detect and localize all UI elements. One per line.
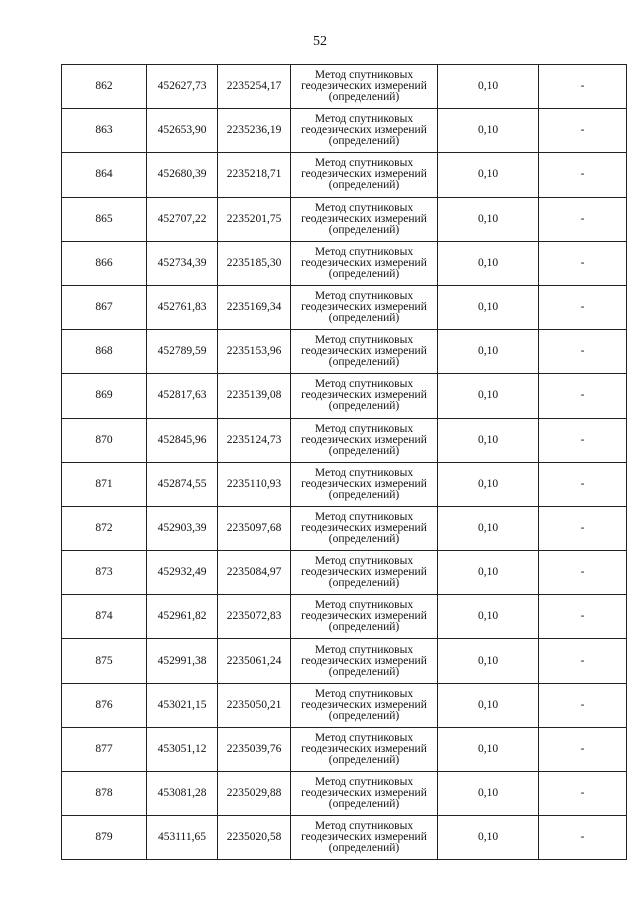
method-line-2: геодезических измерений xyxy=(301,345,427,358)
x-coordinate-cell: 452903,39 xyxy=(147,506,218,550)
point-number-cell: 872 xyxy=(62,506,147,550)
x-coordinate-cell: 452817,63 xyxy=(147,374,218,418)
accuracy-cell: 0,10 xyxy=(438,109,539,153)
method-cell xyxy=(291,241,438,285)
method-cell xyxy=(291,506,438,550)
method-line-3: (определений) xyxy=(328,709,400,722)
point-number-cell: 875 xyxy=(62,639,147,683)
method-line-2: геодезических измерений xyxy=(301,124,427,137)
point-number-cell: 877 xyxy=(62,727,147,771)
x-coordinate-cell: 453051,12 xyxy=(147,727,218,771)
method-line-1: Метод спутниковых xyxy=(314,69,414,82)
method-cell xyxy=(291,330,438,374)
method-line-3: (определений) xyxy=(328,753,400,766)
method-line-2: геодезических измерений xyxy=(301,698,427,711)
method-line-1: Метод спутниковых xyxy=(314,599,414,612)
accuracy-cell: 0,10 xyxy=(438,241,539,285)
note-cell: - xyxy=(539,330,627,374)
note-cell: - xyxy=(539,197,627,241)
table-row xyxy=(62,241,627,285)
y-coordinate-cell: 2235039,76 xyxy=(218,727,291,771)
point-number-cell: 869 xyxy=(62,374,147,418)
table-row xyxy=(62,374,627,418)
point-number-cell: 879 xyxy=(62,816,147,860)
note-cell: - xyxy=(539,683,627,727)
method-line-1: Метод спутниковых xyxy=(314,378,414,391)
method-cell xyxy=(291,374,438,418)
y-coordinate-cell: 2235020,58 xyxy=(218,816,291,860)
method-cell xyxy=(291,772,438,816)
table-row xyxy=(62,285,627,329)
method-line-1: Метод спутниковых xyxy=(314,290,414,303)
point-number-cell: 874 xyxy=(62,595,147,639)
accuracy-cell: 0,10 xyxy=(438,595,539,639)
point-number-cell: 866 xyxy=(62,241,147,285)
method-line-1: Метод спутниковых xyxy=(314,510,414,523)
method-line-2: геодезических измерений xyxy=(301,256,427,269)
method-line-2: геодезических измерений xyxy=(301,389,427,402)
method-line-3: (определений) xyxy=(328,665,400,678)
accuracy-cell: 0,10 xyxy=(438,197,539,241)
method-line-2: геодезических измерений xyxy=(301,301,427,314)
table-row xyxy=(62,418,627,462)
method-line-1: Метод спутниковых xyxy=(314,113,414,126)
note-cell: - xyxy=(539,816,627,860)
note-cell: - xyxy=(539,285,627,329)
accuracy-cell: 0,10 xyxy=(438,772,539,816)
method-cell xyxy=(291,595,438,639)
accuracy-cell: 0,10 xyxy=(438,418,539,462)
x-coordinate-cell: 452761,83 xyxy=(147,285,218,329)
method-line-3: (определений) xyxy=(328,356,400,369)
note-cell: - xyxy=(539,374,627,418)
y-coordinate-cell: 2235124,73 xyxy=(218,418,291,462)
x-coordinate-cell: 452789,59 xyxy=(147,330,218,374)
accuracy-cell: 0,10 xyxy=(438,727,539,771)
method-line-2: геодезических измерений xyxy=(301,212,427,225)
note-cell: - xyxy=(539,153,627,197)
y-coordinate-cell: 2235254,17 xyxy=(218,65,291,109)
accuracy-cell: 0,10 xyxy=(438,330,539,374)
table-row xyxy=(62,595,627,639)
y-coordinate-cell: 2235050,21 xyxy=(218,683,291,727)
y-coordinate-cell: 2235061,24 xyxy=(218,639,291,683)
x-coordinate-cell: 452961,82 xyxy=(147,595,218,639)
method-cell xyxy=(291,109,438,153)
note-cell: - xyxy=(539,462,627,506)
method-line-3: (определений) xyxy=(328,577,400,590)
method-line-1: Метод спутниковых xyxy=(314,820,414,833)
method-cell xyxy=(291,639,438,683)
accuracy-cell: 0,10 xyxy=(438,551,539,595)
x-coordinate-cell: 453081,28 xyxy=(147,772,218,816)
x-coordinate-cell: 452627,73 xyxy=(147,65,218,109)
x-coordinate-cell: 453021,15 xyxy=(147,683,218,727)
method-cell xyxy=(291,65,438,109)
accuracy-cell: 0,10 xyxy=(438,506,539,550)
method-line-2: геодезических измерений xyxy=(301,654,427,667)
note-cell: - xyxy=(539,639,627,683)
method-line-3: (определений) xyxy=(328,488,400,501)
page-number: 52 xyxy=(313,34,327,49)
method-line-3: (определений) xyxy=(328,223,400,236)
accuracy-cell: 0,10 xyxy=(438,462,539,506)
method-cell xyxy=(291,816,438,860)
method-cell xyxy=(291,462,438,506)
accuracy-cell: 0,10 xyxy=(438,285,539,329)
accuracy-cell: 0,10 xyxy=(438,65,539,109)
method-line-3: (определений) xyxy=(328,444,400,457)
note-cell: - xyxy=(539,727,627,771)
method-line-3: (определений) xyxy=(328,312,400,325)
accuracy-cell: 0,10 xyxy=(438,683,539,727)
accuracy-cell: 0,10 xyxy=(438,374,539,418)
table-row xyxy=(62,639,627,683)
method-line-2: геодезических измерений xyxy=(301,742,427,755)
method-line-1: Метод спутниковых xyxy=(314,776,414,789)
method-line-3: (определений) xyxy=(328,621,400,634)
method-line-3: (определений) xyxy=(328,798,400,811)
x-coordinate-cell: 453111,65 xyxy=(147,816,218,860)
method-line-3: (определений) xyxy=(328,135,400,148)
y-coordinate-cell: 2235218,71 xyxy=(218,153,291,197)
x-coordinate-cell: 452991,38 xyxy=(147,639,218,683)
method-line-2: геодезических измерений xyxy=(301,168,427,181)
table-row xyxy=(62,109,627,153)
note-cell: - xyxy=(539,109,627,153)
y-coordinate-cell: 2235185,30 xyxy=(218,241,291,285)
method-line-2: геодезических измерений xyxy=(301,80,427,93)
method-line-3: (определений) xyxy=(328,91,400,104)
coordinates-table-body xyxy=(62,65,627,860)
table-row xyxy=(62,330,627,374)
point-number-cell: 873 xyxy=(62,551,147,595)
method-line-2: геодезических измерений xyxy=(301,433,427,446)
method-line-1: Метод спутниковых xyxy=(314,555,414,568)
x-coordinate-cell: 452680,39 xyxy=(147,153,218,197)
point-number-cell: 871 xyxy=(62,462,147,506)
method-line-1: Метод спутниковых xyxy=(314,157,414,170)
method-line-2: геодезических измерений xyxy=(301,787,427,800)
accuracy-cell: 0,10 xyxy=(438,639,539,683)
accuracy-cell: 0,10 xyxy=(438,153,539,197)
y-coordinate-cell: 2235236,19 xyxy=(218,109,291,153)
method-line-1: Метод спутниковых xyxy=(314,334,414,347)
point-number-cell: 862 xyxy=(62,65,147,109)
y-coordinate-cell: 2235153,96 xyxy=(218,330,291,374)
method-cell xyxy=(291,197,438,241)
y-coordinate-cell: 2235084,97 xyxy=(218,551,291,595)
method-line-3: (определений) xyxy=(328,842,400,855)
method-line-1: Метод спутниковых xyxy=(314,643,414,656)
y-coordinate-cell: 2235110,93 xyxy=(218,462,291,506)
table-row xyxy=(62,462,627,506)
method-line-1: Метод спутниковых xyxy=(314,687,414,700)
note-cell: - xyxy=(539,595,627,639)
method-line-1: Метод спутниковых xyxy=(314,201,414,214)
y-coordinate-cell: 2235097,68 xyxy=(218,506,291,550)
method-line-3: (определений) xyxy=(328,400,400,413)
point-number-cell: 868 xyxy=(62,330,147,374)
note-cell: - xyxy=(539,506,627,550)
x-coordinate-cell: 452874,55 xyxy=(147,462,218,506)
method-line-1: Метод спутниковых xyxy=(314,245,414,258)
table-row xyxy=(62,197,627,241)
y-coordinate-cell: 2235072,83 xyxy=(218,595,291,639)
note-cell: - xyxy=(539,65,627,109)
method-line-3: (определений) xyxy=(328,267,400,280)
y-coordinate-cell: 2235029,88 xyxy=(218,772,291,816)
accuracy-cell: 0,10 xyxy=(438,816,539,860)
method-line-3: (определений) xyxy=(328,532,400,545)
method-line-1: Метод спутниковых xyxy=(314,422,414,435)
point-number-cell: 863 xyxy=(62,109,147,153)
coordinates-table xyxy=(61,64,627,860)
method-cell xyxy=(291,418,438,462)
point-number-cell: 876 xyxy=(62,683,147,727)
method-line-2: геодезических измерений xyxy=(301,521,427,534)
point-number-cell: 878 xyxy=(62,772,147,816)
x-coordinate-cell: 452734,39 xyxy=(147,241,218,285)
method-line-2: геодезических измерений xyxy=(301,566,427,579)
point-number-cell: 865 xyxy=(62,197,147,241)
point-number-cell: 867 xyxy=(62,285,147,329)
point-number-cell: 864 xyxy=(62,153,147,197)
method-line-2: геодезических измерений xyxy=(301,831,427,844)
note-cell: - xyxy=(539,241,627,285)
y-coordinate-cell: 2235139,08 xyxy=(218,374,291,418)
y-coordinate-cell: 2235169,34 xyxy=(218,285,291,329)
method-cell xyxy=(291,551,438,595)
x-coordinate-cell: 452845,96 xyxy=(147,418,218,462)
table-row xyxy=(62,816,627,860)
method-line-1: Метод спутниковых xyxy=(314,731,414,744)
method-line-2: геодезических измерений xyxy=(301,477,427,490)
table-row xyxy=(62,153,627,197)
method-cell xyxy=(291,285,438,329)
x-coordinate-cell: 452707,22 xyxy=(147,197,218,241)
note-cell: - xyxy=(539,551,627,595)
method-line-2: геодезических измерений xyxy=(301,610,427,623)
x-coordinate-cell: 452653,90 xyxy=(147,109,218,153)
table-row xyxy=(62,683,627,727)
method-cell xyxy=(291,153,438,197)
x-coordinate-cell: 452932,49 xyxy=(147,551,218,595)
method-cell xyxy=(291,683,438,727)
y-coordinate-cell: 2235201,75 xyxy=(218,197,291,241)
table-row xyxy=(62,65,627,109)
table-row xyxy=(62,727,627,771)
method-line-1: Метод спутниковых xyxy=(314,466,414,479)
method-line-3: (определений) xyxy=(328,179,400,192)
table-row xyxy=(62,506,627,550)
point-number-cell: 870 xyxy=(62,418,147,462)
method-cell xyxy=(291,727,438,771)
table-row xyxy=(62,772,627,816)
table-row xyxy=(62,551,627,595)
note-cell: - xyxy=(539,418,627,462)
note-cell: - xyxy=(539,772,627,816)
